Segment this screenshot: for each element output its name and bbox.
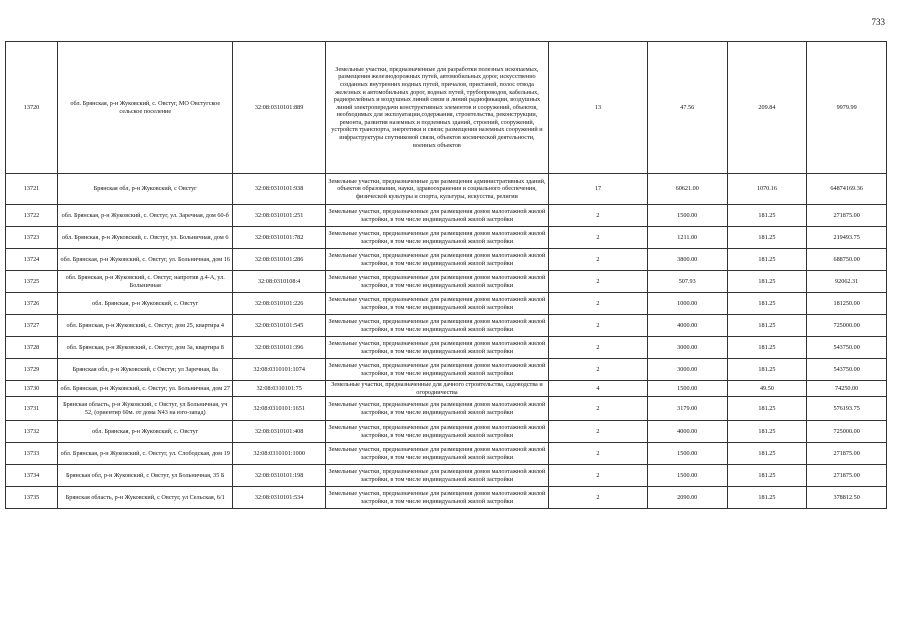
row-cadastral-number: 32:08:0310101:198: [233, 465, 325, 487]
row-number: 13735: [6, 487, 58, 509]
row-category: 2: [549, 397, 648, 421]
row-number: 13725: [6, 271, 58, 293]
row-number: 13728: [6, 337, 58, 359]
row-land-use: Земельные участки, предназначенные для размещения домов малоэтажной жилой застройки, в том числе индивидуальной жилой застройки: [325, 205, 548, 227]
row-number: 13727: [6, 315, 58, 337]
row-cadastral-value: 576193.75: [807, 397, 887, 421]
row-land-use: Земельные участки, предназначенные для разработки полезных ископаемых, размещения железнодорожных путей, автомобильных дорог, искусственно созданных внутренних водных путей, причалов, пристаней, полос отвода железных и автомобильных дорог, водных путей, трубопроводов, кабельных, радиорелейных и воздушных линий связи и линий радиофикации, воздушных линий электропередачи конструктивных элементов и сооружений, объектов, необходимых для эксплуатации,содержания, строительства, реконструкции, ремонта, развития наземных и подземных зданий, строений, сооружений, устройств транспорта, энергетики и связи; размещения наземных сооружений и инфраструктуры спутниковой связи, объектов космической деятельности, военных объектов: [325, 42, 548, 174]
row-area: 4000.00: [647, 421, 727, 443]
row-cadastral-value: 64874169.36: [807, 174, 887, 205]
row-land-use: Земельные участки, предназначенные для размещения домов малоэтажной жилой застройки, в том числе индивидуальной жилой застройки: [325, 465, 548, 487]
row-land-use: Земельные участки, предназначенные для размещения домов малоэтажной жилой застройки, в том числе индивидуальной жилой застройки: [325, 421, 548, 443]
table-row: [6, 271, 887, 293]
row-cadastral-number: 32:08:0310101:75: [233, 381, 325, 397]
row-cadastral-number: 32:08:0310101:938: [233, 174, 325, 205]
row-cadastral-number: 32:08:0310101:889: [233, 42, 325, 174]
row-land-use: Земельные участки, предназначенные для размещения домов малоэтажной жилой застройки, в том числе индивидуальной жилой застройки: [325, 315, 548, 337]
row-number: 13734: [6, 465, 58, 487]
table-body: [6, 42, 887, 509]
row-category: 2: [549, 421, 648, 443]
row-cadastral-number: 32:08:0310101:286: [233, 249, 325, 271]
row-category: 2: [549, 465, 648, 487]
row-category: 2: [549, 337, 648, 359]
row-cadastral-value: 181250.00: [807, 293, 887, 315]
table-row: [6, 359, 887, 381]
row-address: Брянская обл, р-н Жуковский, с Овстуг: [58, 174, 233, 205]
row-cadastral-value: 543750.00: [807, 337, 887, 359]
row-address: Брянская область, р-н Жуковский, с Овстуг, ул Больничная, уч 52, (ориентир 60м. от дома N43 на юго-запад): [58, 397, 233, 421]
row-number: 13730: [6, 381, 58, 397]
row-number: 13724: [6, 249, 58, 271]
row-unit-value: 181.25: [727, 359, 807, 381]
row-area: 3000.00: [647, 337, 727, 359]
row-category: 2: [549, 487, 648, 509]
row-cadastral-number: 32:08:0310101:545: [233, 315, 325, 337]
row-cadastral-value: 271875.00: [807, 465, 887, 487]
row-unit-value: 181.25: [727, 205, 807, 227]
row-land-use: Земельные участки, предназначенные для размещения домов малоэтажной жилой застройки, в том числе индивидуальной жилой застройки: [325, 293, 548, 315]
row-cadastral-value: 271875.00: [807, 205, 887, 227]
row-land-use: Земельные участки, предназначенные для размещения административных зданий, объектов образования, науки, здравоохранения и социального обеспечения, физической культуры и спорта, культуры, искусства, религии: [325, 174, 548, 205]
table-row: [6, 293, 887, 315]
row-area: 3800.00: [647, 249, 727, 271]
row-address: обл. Брянская, р-н Жуковский, с. Овстуг, ул. Слободская, дом 19: [58, 443, 233, 465]
row-unit-value: 181.25: [727, 443, 807, 465]
row-category: 2: [549, 443, 648, 465]
row-cadastral-value: 74250.00: [807, 381, 887, 397]
row-area: 60621.00: [647, 174, 727, 205]
row-category: 2: [549, 249, 648, 271]
row-address: обл. Брянская, р-н Жуковский, с. Овстуг, МО Овстугское сельское поселение: [58, 42, 233, 174]
row-address: обл. Брянская, р-н Жуковский, с. Овстуг, ул. Больничная, дом 27: [58, 381, 233, 397]
row-cadastral-value: 725000.00: [807, 315, 887, 337]
row-cadastral-value: 92062.31: [807, 271, 887, 293]
table-row: [6, 443, 887, 465]
row-cadastral-value: 219493.75: [807, 227, 887, 249]
table-row: [6, 381, 887, 397]
row-number: 13732: [6, 421, 58, 443]
row-unit-value: 181.25: [727, 337, 807, 359]
row-area: 3000.00: [647, 359, 727, 381]
row-unit-value: 181.25: [727, 487, 807, 509]
row-category: 2: [549, 359, 648, 381]
row-category: 4: [549, 381, 648, 397]
row-unit-value: 181.25: [727, 227, 807, 249]
row-cadastral-number: 32:08:0310101:226: [233, 293, 325, 315]
row-address: обл. Брянская, р-н Жуковский, с. Овстуг, дом 3а, квартира 8: [58, 337, 233, 359]
row-land-use: Земельные участки, предназначенные для размещения домов малоэтажной жилой застройки, в том числе индивидуальной жилой застройки: [325, 397, 548, 421]
row-land-use: Земельные участки, предназначенные для размещения домов малоэтажной жилой застройки, в том числе индивидуальной жилой застройки: [325, 443, 548, 465]
table-row: [6, 227, 887, 249]
row-address: обл. Брянская, р-н Жуковский, с. Овстуг: [58, 293, 233, 315]
row-category: 2: [549, 315, 648, 337]
row-unit-value: 181.25: [727, 465, 807, 487]
row-land-use: Земельные участки, предназначенные для размещения домов малоэтажной жилой застройки, в том числе индивидуальной жилой застройки: [325, 487, 548, 509]
row-area: 1500.00: [647, 381, 727, 397]
row-area: 1500.00: [647, 205, 727, 227]
row-cadastral-number: 32:08:0310108:4: [233, 271, 325, 293]
row-area: 4000.00: [647, 315, 727, 337]
row-number: 13733: [6, 443, 58, 465]
row-unit-value: 209.84: [727, 42, 807, 174]
table-row: [6, 315, 887, 337]
row-cadastral-number: 32:08:0310101:1000: [233, 443, 325, 465]
row-unit-value: 1070.16: [727, 174, 807, 205]
row-unit-value: 181.25: [727, 315, 807, 337]
row-area: 507.93: [647, 271, 727, 293]
row-unit-value: 49.50: [727, 381, 807, 397]
row-unit-value: 181.25: [727, 271, 807, 293]
row-number: 13720: [6, 42, 58, 174]
row-number: 13731: [6, 397, 58, 421]
row-address: обл. Брянская, р-н Жуковский, с. Овстуг: [58, 421, 233, 443]
row-area: 1500.00: [647, 443, 727, 465]
row-land-use: Земельные участки, предназначенные для размещения домов малоэтажной жилой застройки, в том числе индивидуальной жилой застройки: [325, 227, 548, 249]
table-row: [6, 174, 887, 205]
row-cadastral-number: 32:08:0310101:534: [233, 487, 325, 509]
row-area: 3179.00: [647, 397, 727, 421]
row-cadastral-number: 32:08:0310101:251: [233, 205, 325, 227]
row-address: обл. Брянская, р-н Жуковский, с. Овстуг, дом 25, квартира 4: [58, 315, 233, 337]
row-category: 2: [549, 271, 648, 293]
table-row: [6, 465, 887, 487]
cadastral-table: [5, 41, 887, 509]
table-row: [6, 42, 887, 174]
row-cadastral-number: 32:08:0310101:408: [233, 421, 325, 443]
table-row: [6, 249, 887, 271]
row-area: 2090.00: [647, 487, 727, 509]
row-unit-value: 181.25: [727, 249, 807, 271]
row-land-use: Земельные участки, предназначенные для размещения домов малоэтажной жилой застройки, в том числе индивидуальной жилой застройки: [325, 271, 548, 293]
row-number: 13729: [6, 359, 58, 381]
table-row: [6, 421, 887, 443]
row-category: 2: [549, 227, 648, 249]
row-cadastral-number: 32:08:0310101:1651: [233, 397, 325, 421]
row-cadastral-number: 32:08:0310101:1074: [233, 359, 325, 381]
table-row: [6, 337, 887, 359]
row-cadastral-value: 9979.99: [807, 42, 887, 174]
table-row: [6, 397, 887, 421]
row-address: обл. Брянская, р-н Жуковский, с. Овстуг, ул. Больничная, дом 16: [58, 249, 233, 271]
row-land-use: Земельные участки, предназначенные для размещения домов малоэтажной жилой застройки, в том числе индивидуальной жилой застройки: [325, 249, 548, 271]
row-unit-value: 181.25: [727, 421, 807, 443]
row-cadastral-number: 32:08:0310101:396: [233, 337, 325, 359]
row-address: обл. Брянская, р-н Жуковский, с. Овстуг, ул. Больничная, дом 6: [58, 227, 233, 249]
row-cadastral-number: 32:08:0310101:782: [233, 227, 325, 249]
row-address: обл. Брянская, р-н Жуковский, с. Овстуг, ул. Заречная, дом 60-б: [58, 205, 233, 227]
row-category: 17: [549, 174, 648, 205]
row-land-use: Земельные участки, предназначенные для размещения домов малоэтажной жилой застройки, в том числе индивидуальной жилой застройки: [325, 359, 548, 381]
row-area: 1000.00: [647, 293, 727, 315]
row-category: 13: [549, 42, 648, 174]
row-number: 13723: [6, 227, 58, 249]
row-number: 13722: [6, 205, 58, 227]
row-address: Брянская область, р-н Жуковский, с Овстуг, ул Сельская, 6/1: [58, 487, 233, 509]
row-category: 2: [549, 205, 648, 227]
row-unit-value: 181.25: [727, 293, 807, 315]
row-cadastral-value: 271875.00: [807, 443, 887, 465]
row-address: Брянская обл, р-н Жуковский, с Овстуг, ул Заречная, 8а: [58, 359, 233, 381]
row-land-use: Земельные участки, предназначенные для размещения домов малоэтажной жилой застройки, в том числе индивидуальной жилой застройки: [325, 337, 548, 359]
row-cadastral-value: 725000.00: [807, 421, 887, 443]
row-cadastral-value: 378812.50: [807, 487, 887, 509]
row-number: 13726: [6, 293, 58, 315]
row-address: обл. Брянская, р-н Жуковский, с. Овстуг, напротив д.4-А, ул. Больничная: [58, 271, 233, 293]
table-row: [6, 487, 887, 509]
row-cadastral-value: 688750.00: [807, 249, 887, 271]
row-category: 2: [549, 293, 648, 315]
row-area: 47.56: [647, 42, 727, 174]
page-number: 733: [871, 17, 885, 27]
table-row: [6, 205, 887, 227]
row-area: 1500.00: [647, 465, 727, 487]
row-cadastral-value: 543750.00: [807, 359, 887, 381]
row-number: 13721: [6, 174, 58, 205]
row-land-use: Земельные участки, предназначенные для дачного строительства, садоводства и огородничества: [325, 381, 548, 397]
row-unit-value: 181.25: [727, 397, 807, 421]
row-area: 1211.00: [647, 227, 727, 249]
row-address: Брянская обл, р-н Жуковский, с Овстуг, ул Больничная, 35 Б: [58, 465, 233, 487]
